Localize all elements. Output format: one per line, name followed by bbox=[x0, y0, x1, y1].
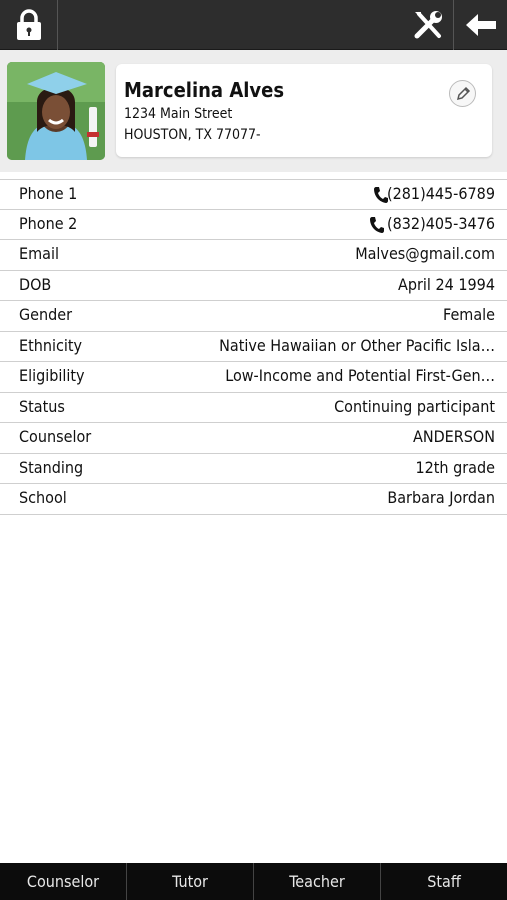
tab-counselor[interactable]: Counselor bbox=[0, 863, 127, 900]
detail-row-phone-1[interactable] bbox=[0, 179, 507, 210]
detail-value: Low-Income and Potential First-Gen… bbox=[225, 366, 495, 385]
detail-value: Malves@gmail.com bbox=[355, 244, 495, 263]
detail-value: Native Hawaiian or Other Pacific Isla… bbox=[219, 335, 495, 355]
detail-label: Email bbox=[19, 244, 59, 263]
details-list bbox=[0, 179, 507, 515]
bottom-tab-bar bbox=[0, 863, 507, 900]
student-photo bbox=[7, 62, 105, 160]
tab-staff[interactable]: Staff bbox=[427, 872, 461, 891]
top-toolbar bbox=[0, 0, 507, 50]
detail-label: Counselor bbox=[19, 427, 92, 446]
detail-value: Female bbox=[443, 305, 495, 324]
pencil-icon bbox=[455, 86, 471, 102]
detail-row-gender bbox=[0, 301, 507, 332]
detail-value: (832)405-3476 bbox=[387, 213, 495, 233]
detail-label: Ethnicity bbox=[19, 335, 83, 355]
lock-button[interactable] bbox=[0, 0, 58, 50]
detail-label: Status bbox=[19, 396, 65, 416]
tab-tutor[interactable]: Tutor bbox=[127, 863, 254, 900]
lock-icon bbox=[14, 9, 44, 41]
detail-row-dob bbox=[0, 271, 507, 302]
tools-icon bbox=[411, 8, 445, 42]
detail-row-email[interactable] bbox=[0, 240, 507, 271]
detail-row-standing bbox=[0, 454, 507, 485]
address-line-2: HOUSTON, TX 77077- bbox=[124, 127, 261, 143]
settings-tools-button[interactable] bbox=[403, 0, 453, 50]
profile-header bbox=[0, 50, 507, 172]
profile-card bbox=[116, 64, 492, 157]
student-name: Marcelina Alves bbox=[124, 78, 285, 102]
detail-label: Phone 2 bbox=[19, 213, 78, 233]
detail-label: Standing bbox=[19, 457, 84, 477]
detail-row-ethnicity bbox=[0, 332, 507, 363]
detail-row-eligibility bbox=[0, 362, 507, 393]
detail-value: 12th grade bbox=[415, 457, 495, 477]
detail-label: Phone 1 bbox=[19, 184, 78, 203]
detail-row-phone-2[interactable] bbox=[0, 210, 507, 241]
back-arrow-icon bbox=[464, 12, 498, 38]
edit-profile-button[interactable] bbox=[449, 80, 476, 107]
tab-teacher[interactable]: Teacher bbox=[254, 863, 381, 900]
detail-value: April 24 1994 bbox=[398, 274, 495, 294]
detail-label: Gender bbox=[19, 305, 73, 324]
detail-row-status bbox=[0, 393, 507, 424]
detail-row-counselor bbox=[0, 423, 507, 454]
detail-value: Barbara Jordan bbox=[387, 488, 495, 507]
detail-row-school bbox=[0, 484, 507, 515]
detail-label: School bbox=[19, 488, 67, 507]
detail-label: Eligibility bbox=[19, 366, 85, 385]
detail-value: Continuing participant bbox=[334, 396, 495, 416]
back-button[interactable] bbox=[453, 0, 507, 50]
phone-icon[interactable] bbox=[369, 216, 385, 234]
address-line-1: 1234 Main Street bbox=[124, 106, 233, 122]
detail-label: DOB bbox=[19, 274, 52, 294]
detail-value: ANDERSON bbox=[412, 427, 495, 446]
detail-value: (281)445-6789 bbox=[387, 184, 495, 203]
